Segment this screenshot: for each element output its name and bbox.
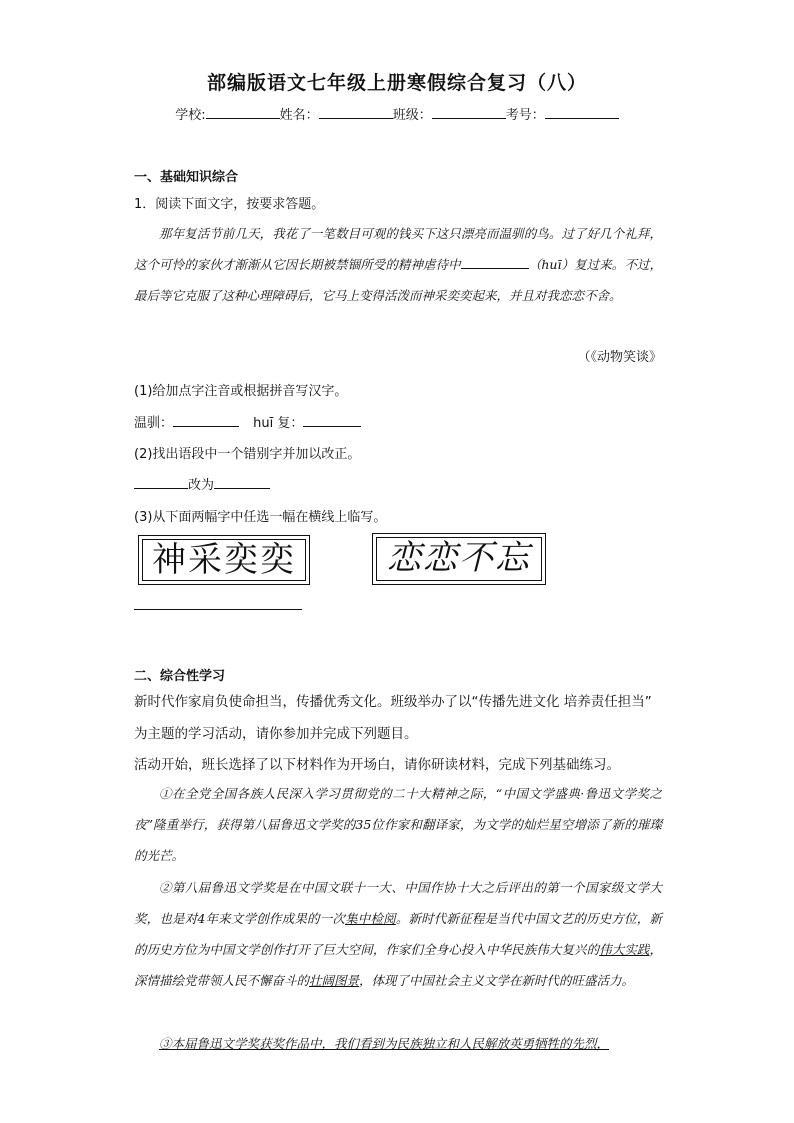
material-paragraph-2	[134, 872, 662, 996]
sub-question-2-answer	[134, 474, 270, 493]
class-blank[interactable]	[432, 105, 506, 119]
underlined-jizhongjianyue: 集中检阅	[345, 911, 396, 926]
number-blank[interactable]	[545, 105, 619, 119]
p3-text: ③本届鲁迅文学奖获奖作品中，我们看到为民族独立和人民解放英勇牺牲的先烈，	[159, 1036, 610, 1051]
wrong-char-blank[interactable]	[134, 475, 188, 489]
sub-question-2: (2)找出语段中一个错别字并加以改正。	[134, 447, 361, 462]
calligraphy-sample-2: 恋恋不忘	[372, 533, 546, 585]
passage-source: （《动物笑谈》	[577, 350, 662, 365]
p2-part-d: ，体现了中国社会主义文学在新时代的旺盛活力。	[359, 973, 635, 988]
sub-question-1: (1)给加点字注音或根据拼音写汉字。	[134, 384, 348, 399]
passage-1-part-a: 那年复活节前几天，我花了一笔数目可观的钱买下这只漂亮而温驯的鸟。过了好几个礼拜，这个可怜的家伙才渐渐从它因长期被禁锢所受的精神虐待中	[134, 226, 662, 272]
underlined-zhuangkuotujing: 壮阔图景	[309, 973, 360, 988]
school-blank[interactable]	[206, 105, 280, 119]
section-2-intro-3: 活动开始，班长选择了以下材料作为开场白，请你研读材料，完成下列基础练习。	[134, 757, 620, 773]
p2-part-c: ，深情描绘党带领人民不懈奋斗的	[134, 942, 662, 988]
material-paragraph-1-text: ①在全党全国各族人民深入学习贯彻党的二十大精神之际，“中国文学盛典·鲁迅文学奖之夜”隆重举行，获得第八届鲁迅文学奖的35位作家和翻译家，为文学的灿烂星空增添了新的璀璨的光芒。	[134, 786, 662, 863]
material-paragraph-3	[134, 1028, 662, 1059]
section-2-intro-1: 新时代作家肩负使命担当，传播优秀文化。班级举办了以“传播先进文化 培养责任担当”	[134, 694, 652, 710]
section-1-heading: 一、基础知识综合	[134, 170, 239, 185]
copy-writing-line[interactable]	[134, 609, 302, 610]
p2-part-b: 。新时代新征程是当代中国文艺的历史方位，新的历史方位为中国文学创作打开了巨大空间，作家们全身心投入中华民族伟大复兴的	[134, 911, 662, 957]
calligraphy-sample-1: 神采奕奕	[138, 535, 310, 585]
huifu-blank[interactable]	[303, 413, 361, 427]
passage-1	[134, 218, 662, 311]
section-2-heading: 二、综合性学习	[134, 669, 226, 684]
number-label: 考号：	[505, 108, 545, 123]
p2-part-a: ②第八届鲁迅文学奖是在中国文联十一大、中国作协十大之后评出的第一个国家级文学大奖，也是对4年来文学创作成果的一次	[134, 880, 662, 926]
document-title: 部编版语文七年级上册寒假综合复习（八）	[206, 72, 587, 94]
correct-char-blank[interactable]	[214, 475, 270, 489]
underlined-weidashijian: 伟大实践	[599, 942, 650, 957]
question-1-prompt: 1．阅读下面文字，按要求答题。	[134, 197, 325, 212]
name-label: 姓名：	[279, 108, 319, 123]
section-2-intro-2: 为主题的学习活动，请你参加并完成下列题目。	[134, 726, 418, 742]
change-to-label: 改为	[188, 478, 215, 493]
sub-question-3: (3)从下面两幅字中任选一幅在横线上临写。	[134, 510, 387, 525]
huifu-label: huī 复：	[253, 416, 304, 431]
wenxun-label: 温驯：	[134, 416, 174, 431]
class-label: 班级：	[392, 108, 432, 123]
name-blank[interactable]	[319, 105, 393, 119]
sub-question-1-answers	[134, 412, 361, 431]
wenxun-blank[interactable]	[173, 413, 239, 427]
passage-1-part-b: （huī）复过来。不过，最后等它克服了这种心理障碍后，它马上变得活泼而神采奕奕起来，并且对我恋恋不舍。	[134, 257, 662, 303]
material-paragraph-1	[134, 778, 662, 871]
hui-blank[interactable]	[461, 255, 529, 269]
student-info-row	[0, 104, 794, 123]
school-label: 学校:	[175, 108, 206, 123]
